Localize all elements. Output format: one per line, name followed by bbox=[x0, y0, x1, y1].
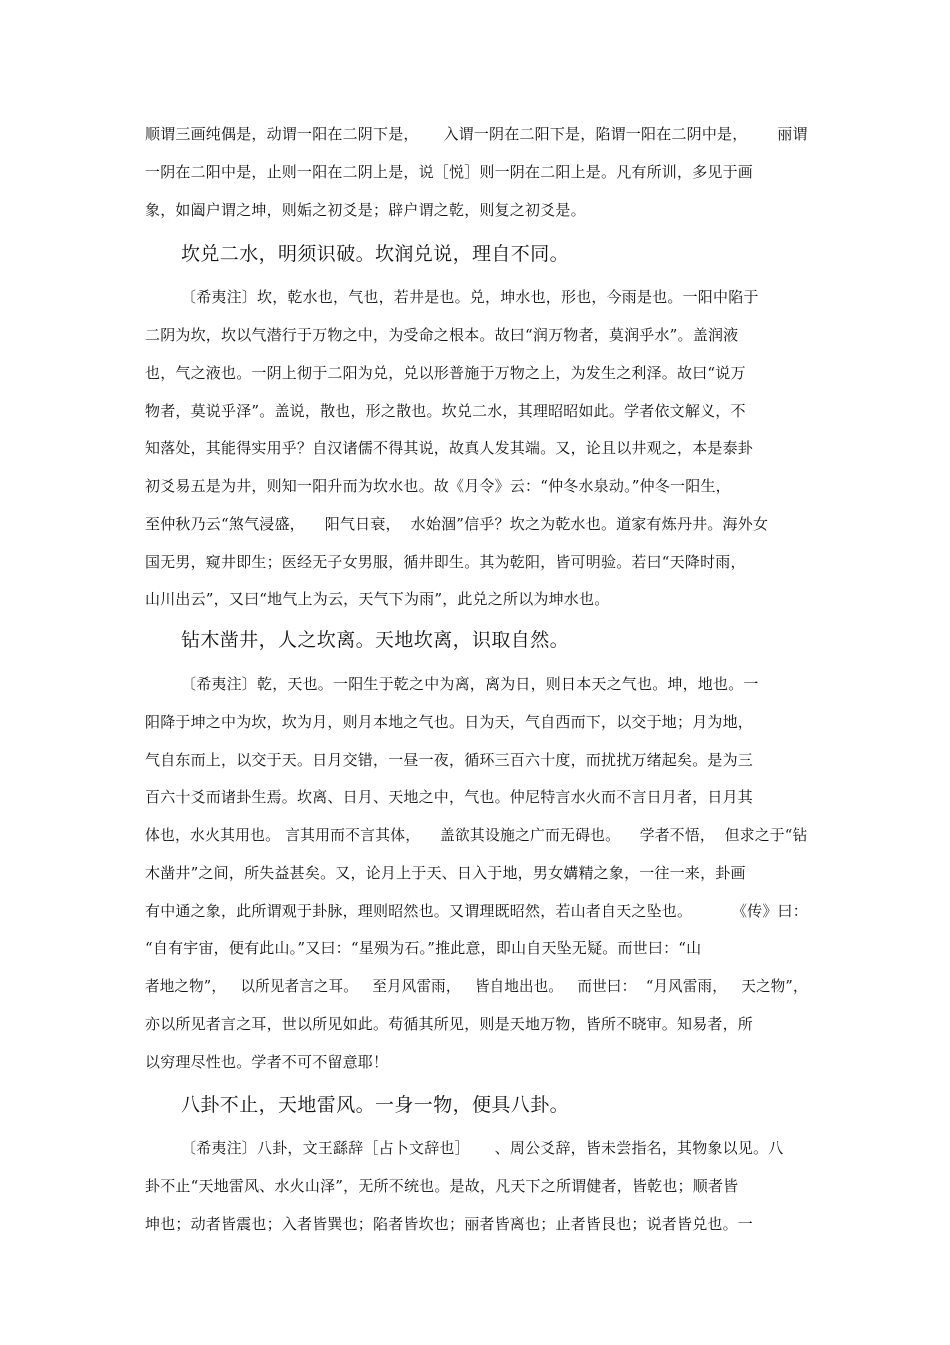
text-line: 气自东而上，以交于天。日月交错，一昼一夜，循环三百六十度，而扰扰万绪起矣。是为三 bbox=[145, 751, 754, 769]
text-line: 山川出云”，又曰“地气上为云，天气下为雨”，此兑之所以为坤水也。 bbox=[145, 590, 610, 608]
text-line: 〔希夷注〕八卦，文王繇辞［占卜文辞也］ 、周公爻辞，皆未尝指名，其物象以见。八 bbox=[181, 1139, 784, 1157]
section-heading: 钻木凿井，人之坎离。天地坎离，识取自然。 bbox=[181, 629, 570, 651]
text-line: 坤也；动者皆震也；入者皆巽也；陷者皆坎也；丽者皆离也；止者皆艮也；说者皆兑也。一 bbox=[145, 1215, 754, 1233]
text-line: 物者，莫说乎泽”。盖说，散也，形之散也。坎兑二水，其理昭昭如此。学者依文解义，不 bbox=[145, 402, 746, 420]
text-line: 木凿井”之间，所失益甚矣。又，论月上于天、日入于地，男女媾精之象，一往一来，卦画 bbox=[145, 864, 746, 882]
text-line: 二阴为坎，坎以气潜行于万物之中，为受命之根本。故曰“润万物者，莫润乎水”。盖润液 bbox=[145, 326, 739, 344]
text-line: 知落处，其能得实用乎？自汉诸儒不得其说，故真人发其端。又，论且以井观之，本是泰卦 bbox=[145, 439, 754, 457]
text-line: 亦以所见者言之耳，世以所见如此。苟循其所见，则是天地万物，皆所不晓审。知易者，所 bbox=[145, 1015, 754, 1033]
text-line: 顺谓三画纯偶是，动谓一阳在二阴下是， 入谓一阴在二阳下是，陷谓一阳在二阴中是， 丽谓 bbox=[145, 125, 808, 143]
text-line: 也，气之液也。一阴上彻于二阳为兑，兑以形普施于万物之上，为发生之利泽。故曰“说万 bbox=[145, 364, 746, 382]
text-line: 一阴在二阳中是，止则一阳在二阴上是，说［悦］则一阴在二阳上是。凡有所训，多见于画 bbox=[145, 163, 754, 181]
text-line: 阳降于坤之中为坎，坎为月，则月本地之气也。日为天，气自西而下，以交于地；月为地， bbox=[145, 713, 754, 731]
text-line: 至仲秋乃云“煞气浸盛， 阳气日衰， 水始涸”信乎？坎之为乾水也。道家有炼丹井。海外女 bbox=[145, 515, 769, 533]
text-line: 有中通之象，此所谓观于卦脉，理则昭然也。又谓理既昭然，若山者自天之坠也。 《传》曰： bbox=[145, 902, 808, 920]
text-line: 〔希夷注〕乾，天也。一阳生于乾之中为离，离为日，则日本天之气也。坤，地也。一 bbox=[181, 675, 759, 693]
text-line: 国无男，窥井即生；医经无子女男服，循井即生。其为乾阳，皆可明验。若曰“天降时雨， bbox=[145, 553, 746, 571]
text-line: 〔希夷注〕坎，乾水也，气也，若井是也。兑，坤水也，形也，今雨是也。一阳中陷于 bbox=[181, 288, 759, 306]
text-line: 百六十爻而诸卦生焉。坎离、日月、天地之中，气也。仲尼特言水火而不言日月者，日月其 bbox=[145, 788, 754, 806]
text-line: 卦不止“天地雷风、水火山泽”，无所不统也。是故，凡天下之所谓健者，皆乾也；顺者皆 bbox=[145, 1177, 739, 1195]
text-line: 象，如阖户谓之坤，则姤之初爻是；辟户谓之乾，则复之初爻是。 bbox=[145, 201, 586, 219]
text-line: 初爻易五是为井，则知一阳升而为坎水也。故《月令》云：“仲冬水泉动。”仲冬一阳生， bbox=[145, 477, 731, 495]
text-line: “自有宇宙，便有此山。”又曰：“星殒为石。”推此意，即山自天坠无疑。而世曰：“山 bbox=[145, 939, 702, 957]
text-line: 者地之物”， 以所见者言之耳。 至月风雷雨， 皆自地出也。 而世曰： “月风雷雨， 天之物”， bbox=[145, 977, 808, 995]
text-line: 以穷理尽性也。学者不可不留意耶！ bbox=[145, 1053, 389, 1071]
section-heading: 八卦不止，天地雷风。一身一物，便具八卦。 bbox=[181, 1094, 570, 1116]
section-heading: 坎兑二水，明须识破。坎润兑说，理自不同。 bbox=[181, 243, 570, 265]
text-line: 体也，水火其用也。 言其用而不言其体， 盖欲其设施之广而无碍也。 学者不悟， 但求之于“钻 bbox=[145, 826, 808, 844]
